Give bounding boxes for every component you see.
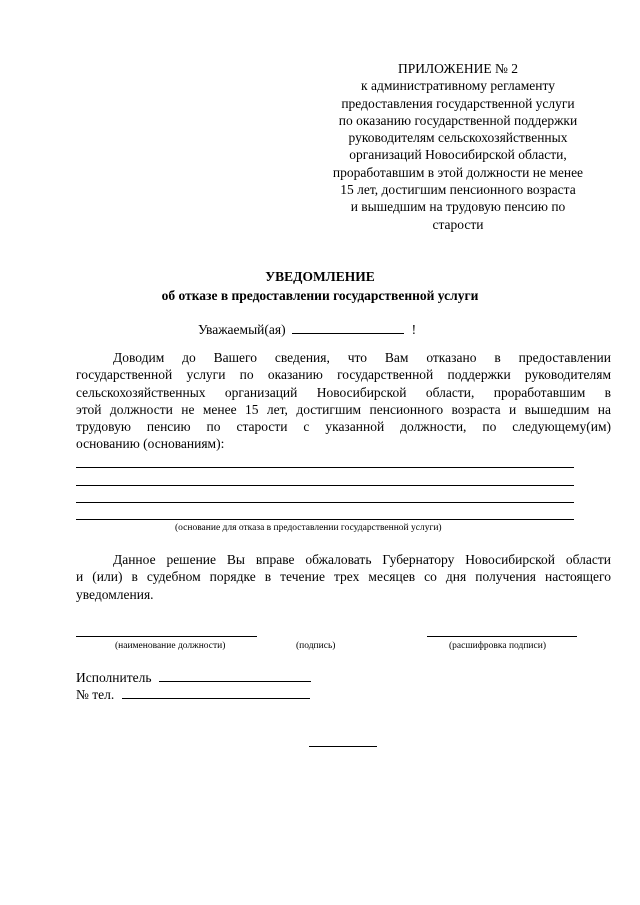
annex-line: предоставления государственной услуги (341, 95, 575, 111)
executor-label: Исполнитель (76, 670, 152, 685)
paragraph-line: уведомления. (76, 586, 154, 602)
decoding-caption: (расшифровка подписи) (449, 641, 546, 651)
annex-line: по оказанию государственной поддержки (338, 112, 578, 128)
position-line (76, 636, 257, 637)
annex-title: ПРИЛОЖЕНИЕ № 2 (397, 61, 519, 76)
greeting (198, 320, 416, 339)
paragraph-line: Данное решение Вы вправе обжаловать Губернатору Новосибирской области (113, 552, 611, 567)
greeting-prefix: Уважаемый(ая) (198, 322, 286, 337)
recipient-name-blank (292, 320, 404, 334)
phone-row (76, 685, 310, 703)
reason-line (76, 519, 574, 520)
paragraph-line: основанию (основаниям): (76, 436, 225, 452)
notice-title: УВЕДОМЛЕНИЕ (265, 269, 375, 284)
executor-row (76, 668, 311, 686)
paragraph-line: и (или) в судебном порядке в течение трех месяцев со дня получения настоящего (76, 569, 611, 585)
reason-line (76, 485, 574, 486)
executor-blank (159, 668, 311, 682)
closing-separator (309, 746, 377, 747)
annex-line: проработавшим в этой должности не менее (332, 164, 584, 180)
reason-caption: (основание для отказа в предоставлении государственной услуги) (175, 523, 442, 533)
reason-line (76, 502, 574, 503)
paragraph-line: сельскохозяйственных организаций Новосибирской области, проработавшим в (76, 384, 611, 400)
greeting-suffix: ! (411, 322, 417, 337)
annex-header (300, 60, 616, 233)
annex-line: и вышедшим на трудовую пенсию по (350, 199, 566, 215)
reason-line (76, 467, 574, 468)
refusal-paragraph (76, 349, 611, 453)
annex-line: к административному регламенту (361, 78, 555, 94)
paragraph-line: Доводим до Вашего сведения, что Вам отказано в предоставлении (113, 350, 611, 365)
annex-line: старости (432, 216, 484, 232)
paragraph-line: этой должности не менее 15 лет, достигшим пенсионного возраста и вышедшим на (76, 401, 611, 417)
notice-subtitle: об отказе в предоставлении государственной услуги (161, 288, 479, 303)
paragraph-line: трудовую пенсию по старости с указанной должности, по следующему(им) (76, 419, 611, 435)
paragraph-line: государственной услуги по оказанию государственной поддержки руководителям (76, 367, 611, 383)
appeal-paragraph (76, 551, 611, 603)
annex-line: 15 лет, достигшим пенсионного возраста (340, 182, 576, 198)
annex-line: руководителям сельскохозяйственных (348, 130, 568, 146)
decoding-line (427, 636, 577, 637)
phone-blank (122, 685, 310, 699)
position-caption: (наименование должности) (115, 641, 226, 651)
annex-line: организаций Новосибирской области, (349, 147, 567, 163)
signature-caption: (подпись) (296, 641, 336, 651)
phone-label: № тел. (76, 687, 115, 702)
